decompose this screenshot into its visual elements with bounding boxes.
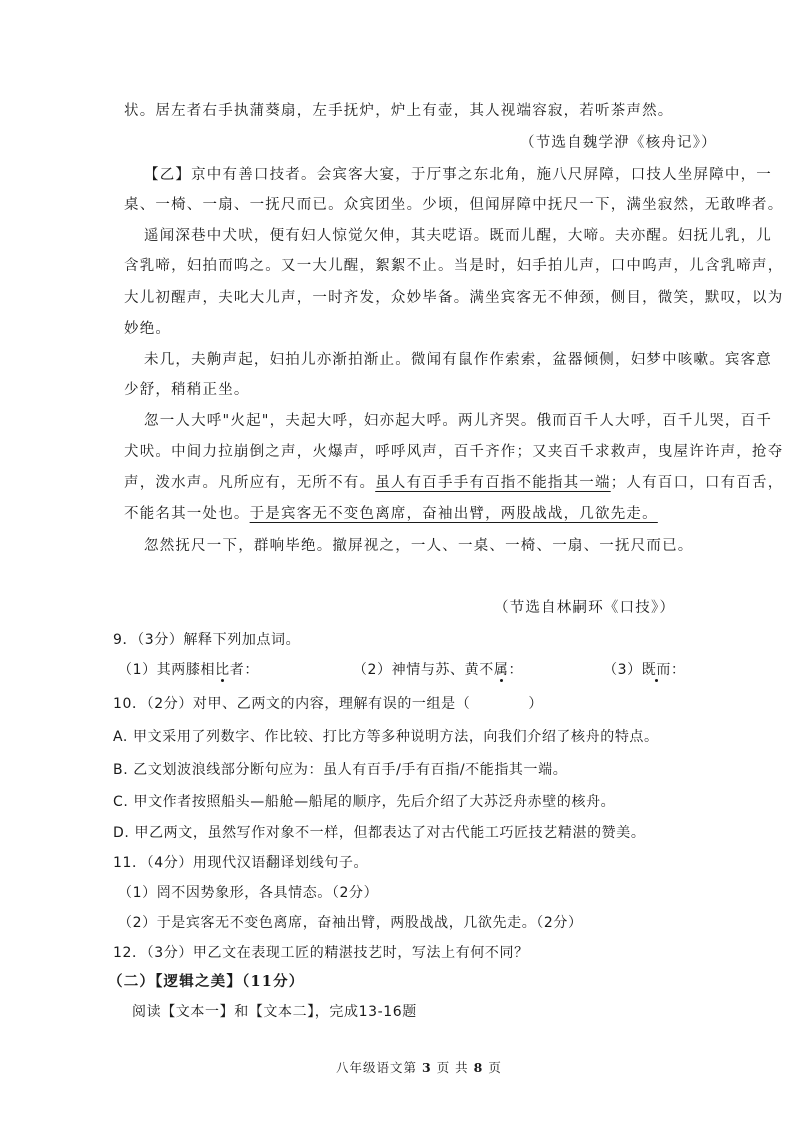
passage-yi-p2-line3: 大儿初醒声，夫叱大儿声，一时齐发，众妙毕备。满坐宾客无不伸颈，侧目，微笑，默叹，以为: [124, 290, 784, 306]
q9-item2-suffix: ：: [508, 662, 524, 678]
section-2-title: （二）【逻辑之美】（11分）: [108, 973, 305, 990]
passage-yi-p3-line1: 未几，夫齁声起，妇拍儿亦渐拍渐止。微闻有鼠作作索索，盆器倾侧，妇梦中咳嗽。宾客意: [144, 352, 772, 368]
option-a: A. 甲文采用了列数字、作比较、打比方等多种说明方法，向我们介绍了核舟的特点。: [113, 729, 659, 745]
section-2-instruction: 阅读【文本一】和【文本二】，完成13-16题: [132, 1004, 417, 1020]
q9-item3-prefix: （3）: [603, 662, 642, 678]
wavy-underlined-sentence: 虽人有百手手有百指不能指其一端: [375, 475, 611, 491]
question-10: [113, 694, 543, 714]
q9-item1-prefix: （1）其两膝相: [118, 662, 216, 678]
question-9-items: [118, 660, 686, 680]
passage-yi-p2-line4: 妙绝。: [124, 321, 172, 337]
footer-text: 页 共: [436, 1060, 469, 1075]
passage-yi-p2-line1: 遥闻深巷中犬吠，便有妇人惊觉欠伸，其夫呓语。既而儿醒，大啼。夫亦醒。妇抚儿乳，儿: [144, 228, 772, 244]
passage-yi-p3-line2: 少舒，稍稍正坐。: [124, 382, 250, 398]
option-d: D. 甲乙两文，虽然写作对象不一样，但都表达了对古代能工巧匠技艺精湛的赞美。: [113, 825, 646, 841]
question-11-item1: （1）罔不因势象形，各具情态。（2分）: [118, 885, 379, 901]
question-11-item2: （2）于是宾客无不变色离席，奋袖出臂，两股战战，几欲先走。（2分）: [118, 915, 583, 931]
option-b: B. 乙文划波浪线部分断句应为：虽人有百手/手有百指/不能指其一端。: [113, 762, 568, 778]
footer-text: 八年级语文第: [336, 1060, 418, 1075]
question-12: 12．（3分）甲乙文在表现工匠的精湛技艺时，写法上有何不同？: [113, 945, 529, 961]
q9-item1-suffix: 者：: [229, 662, 259, 678]
passage-yi-source: （节选自林嗣环《口技》）: [494, 600, 676, 616]
q9-dotted-word: 既而: [641, 662, 671, 678]
footer-text: 页: [488, 1060, 502, 1075]
passage-yi-p1-line1: 【乙】京中有善口技者。会宾客大宴，于厅事之东北角，施八尺屏障，口技人坐屏障中，一: [144, 167, 772, 183]
option-c: C. 甲文作者按照船头—船舱—船尾的顺序，先后介绍了大苏泛舟赤壁的核舟。: [113, 794, 616, 810]
total-pages: 8: [473, 1060, 484, 1075]
question-10-close: ）: [528, 696, 543, 712]
passage-yi-p2-line2: 含乳啼，妇拍而呜之。又一大儿醒，絮絮不止。当是时，妇手拍儿声，口中呜声，儿含乳啼声，: [124, 258, 784, 274]
q9-dotted-word: 属: [493, 662, 509, 678]
passage-text: ；人有百口，口有百舌，: [610, 475, 784, 491]
page-number: 3: [422, 1060, 432, 1075]
passage-jia-source: （节选自魏学洢《核舟记》）: [520, 135, 717, 151]
question-9: 9．（3分）解释下列加点词。: [113, 632, 301, 648]
q9-dotted-word: 比: [215, 662, 230, 678]
passage-text: 声，泼水声。凡所应有，无所不有。: [124, 475, 376, 491]
question-10-text: 10．（2分）对甲、乙两文的内容，理解有误的一组是（: [113, 696, 471, 712]
passage-yi-p4-line2: 犬吠。中间力拉崩倒之声，火爆声，呼呼风声，百千齐作；又夹百千求救声，曳屋许许声，抢夺: [124, 444, 784, 460]
passage-yi-p1-line2: 桌、一椅、一扇、一抚尺而已。众宾团坐。少顷，但闻屏障中抚尺一下，满坐寂然，无敢哗者。: [124, 197, 784, 213]
passage-yi-p5: 忽然抚尺一下，群响毕绝。撤屏视之，一人、一桌、一椅、一扇、一抚尺而已。: [144, 538, 694, 554]
question-11: 11．（4分）用现代汉语翻译划线句子。: [113, 855, 369, 871]
q9-item2-prefix: （2）神情与苏、黄不: [352, 662, 494, 678]
page-footer: [336, 1058, 502, 1078]
passage-jia-tail: 状。居左者右手执蒲葵扇，左手抚炉，炉上有壶，其人视端容寂，若听茶声然。: [124, 103, 674, 119]
passage-yi-p4-line3: [124, 473, 783, 493]
passage-text: 不能名其一处也。: [124, 506, 250, 522]
passage-yi-p4-line4: [124, 504, 658, 524]
passage-yi-p4-line1: 忽一人大呼"火起"，夫起大呼，妇亦起大呼。两儿齐哭。俄而百千人大呼，百千儿哭，百千: [144, 413, 773, 429]
q9-item3-suffix: ：: [670, 662, 686, 678]
underlined-sentence: 于是宾客无不变色离席，奋袖出臂，两股战战，几欲先走。: [249, 506, 658, 522]
